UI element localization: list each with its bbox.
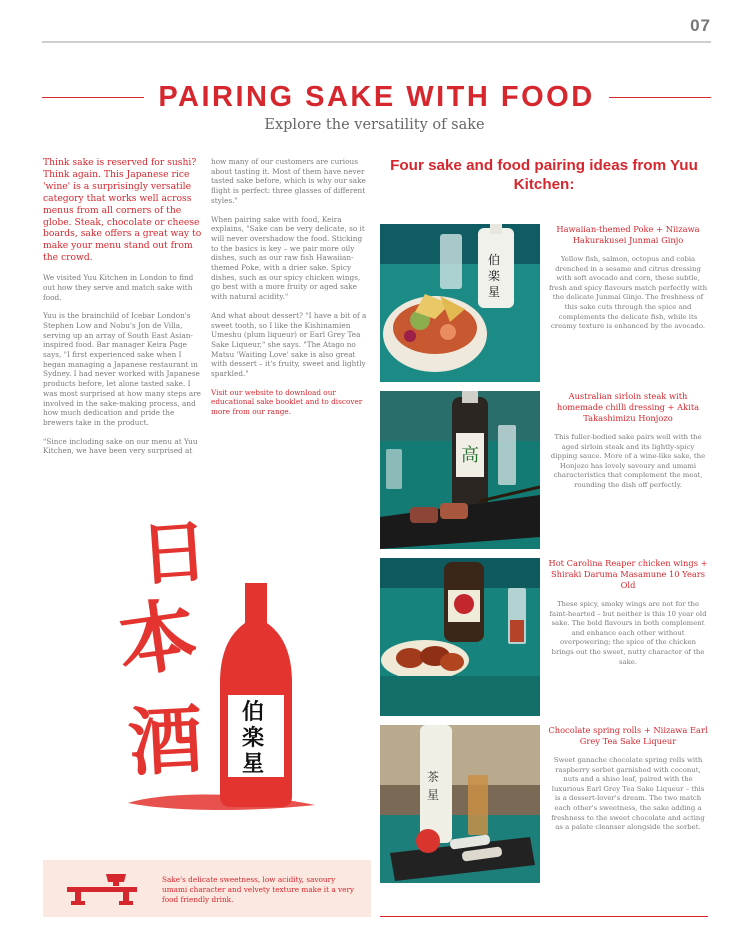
article-paragraph: We visited Yuu Kitchen in London to find out how they serve and match sake with food. — [43, 273, 194, 302]
title-bar — [42, 80, 711, 114]
kanji-character: 本 — [112, 588, 203, 690]
sake-table-icon — [67, 874, 137, 906]
sidebar-heading-bar — [380, 157, 708, 194]
pairing-description: These spicy, smoky wings are not for the faint-hearted – but neither is this 10 year old sake. The bold flavours in both complement and enhance each other without overpowering; the spice of the chicken brings out the sweet, nutty character of the sake. — [549, 600, 707, 666]
pairing-4 — [548, 725, 708, 833]
svg-text:高: 高 — [461, 445, 479, 466]
article-column-2 — [211, 157, 369, 426]
pairing-2 — [548, 391, 708, 491]
page-number: 07 — [690, 16, 711, 35]
svg-text:星: 星 — [488, 285, 501, 299]
svg-text:茶: 茶 — [427, 770, 440, 784]
article-paragraph: "Since including sake on our menu at Yuu Kitchen, we have been very surprised at — [43, 436, 198, 456]
kanji-character: 酒 — [126, 697, 205, 787]
bottle-label-char: 楽 — [242, 725, 265, 751]
article-paragraph: how many of our customers are curious about tasting it. Most of them have never tasted sake before, which is why our sake flight is perfect: three glasses of different styles." — [211, 157, 366, 205]
title-rule-left — [42, 97, 144, 98]
svg-text:楽: 楽 — [488, 269, 501, 283]
chicken-wings-photo — [380, 558, 540, 716]
article-paragraph: And what about dessert? "I have a bit of a sweet tooth, so I like the Kishinamien Umeshu (plum liqueur) or Earl Grey Tea Sake Liqueur," she says. "The Atago no Matsu 'Waiting Love' sake is also great with dessert – it's fruity, sweet and lightly sparkled." — [211, 310, 367, 379]
nihonshu-illustration — [110, 505, 330, 840]
callout-box — [43, 860, 371, 917]
sake-bottle-icon — [220, 583, 292, 807]
article-paragraph: Yuu is the brainchild of Icebar London's Stephen Low and Nobu's Jon de Villa, serving up an array of South East Asian-inspired food. Bar manager Keira Page says, "I first experienced sake when I began managing a Japanese restaurant in Sydney. I had never worked with Japanese products before, let alone tasted sake. I was most surprised at how many steps are involved in the sake-making process, and how much dedication and pride the brewers take in the product. — [43, 311, 202, 427]
spring-rolls-photo — [380, 725, 540, 883]
pairing-1 — [548, 224, 708, 332]
pairing-title: Hot Carolina Reaper chicken wings + Shiraki Daruma Masamune 10 Years Old — [548, 558, 708, 590]
callout-text: Sake's delicate sweetness, low acidity, savoury umami character and velvety texture make it a very food friendly drink. — [162, 875, 355, 904]
poke-photo — [380, 224, 540, 382]
pairing-title: Australian sirloin steak with homemade chilli dressing + Akita Takashimizu Honjozo — [556, 391, 700, 423]
kanji-brushwork — [113, 511, 211, 786]
website-link[interactable]: Visit our website to download our educational sake booklet and to discover more from our range. — [211, 387, 363, 417]
bottle-label-char: 伯 — [242, 699, 265, 725]
sidebar-heading: Four sake and food pairing ideas from Yuu Kitchen: — [390, 157, 698, 193]
kanji-character: 日 — [137, 511, 211, 596]
svg-text:伯: 伯 — [488, 253, 501, 267]
top-divider — [42, 41, 711, 43]
page-subtitle: Explore the versatility of sake — [264, 117, 485, 133]
bottle-label-char: 星 — [242, 751, 265, 777]
article-column-1 — [43, 157, 203, 465]
article-paragraph: When pairing sake with food, Keira explains, "Sake can be very delicate, so it will never overshadow the food. Sticking to the basics is key – we pair more oily dishes, such as our raw fish Hawaiian-themed Poke, with a drier sake. Spicy dishes, such as our spicy chicken wings, go best with a more fruity or aged sake with natural acidity." — [211, 214, 365, 302]
steak-photo — [380, 391, 540, 549]
pairing-description: This fuller-bodied sake pairs well with the aged sirloin steak and its lightly-spicy dipping sauce. More of a wine-like sake, the Honjozo has lovely savoury and umami characteristics that complement the meat, rounding the dish off perfectly. — [550, 433, 706, 489]
pairing-3 — [548, 558, 708, 667]
bottom-divider — [380, 916, 708, 917]
article-intro: Think sake is reserved for sushi? Think again. This Japanese rice 'wine' is a surprisingly versatile category that works well across menus from all corners of the globe. Steak, chocolate or cheese boards, sake offers a great way to make your menu stand out from the crowd. — [43, 157, 202, 264]
page-title: PAIRING SAKE WITH FOOD — [158, 80, 595, 113]
svg-text:星: 星 — [427, 788, 440, 802]
pairing-description: Yellow fish, salmon, octopus and cobia drenched in a sesame and citrus dressing with soft avocado and corn, these subtle, fresh and spicy flavours match perfectly with the delicate Junmai Ginjo. The freshness of this sake cuts through the spice and complements the delicate fish, while its creamy texture is enhanced by the avocado. — [548, 255, 708, 331]
pairing-description: Sweet ganache chocolate spring rolls with raspberry sorbet garnished with coconut, nuts and a shiso leaf, paired with the luxurious Earl Grey Tea Sake Liqueur – this is a dessert-lover's dream. The two match each other's sweetness, the sake adding a freshness to the sweet chocolate and acting as a palate cleanser alongside the sorbet. — [551, 756, 705, 832]
title-rule-right — [609, 97, 711, 98]
pairing-title: Hawaiian-themed Poke + Niizawa Hakurakusei Junmai Ginjo — [556, 224, 700, 245]
pairing-title: Chocolate spring rolls + Niizawa Earl Grey Tea Sake Liqueur — [548, 725, 708, 746]
